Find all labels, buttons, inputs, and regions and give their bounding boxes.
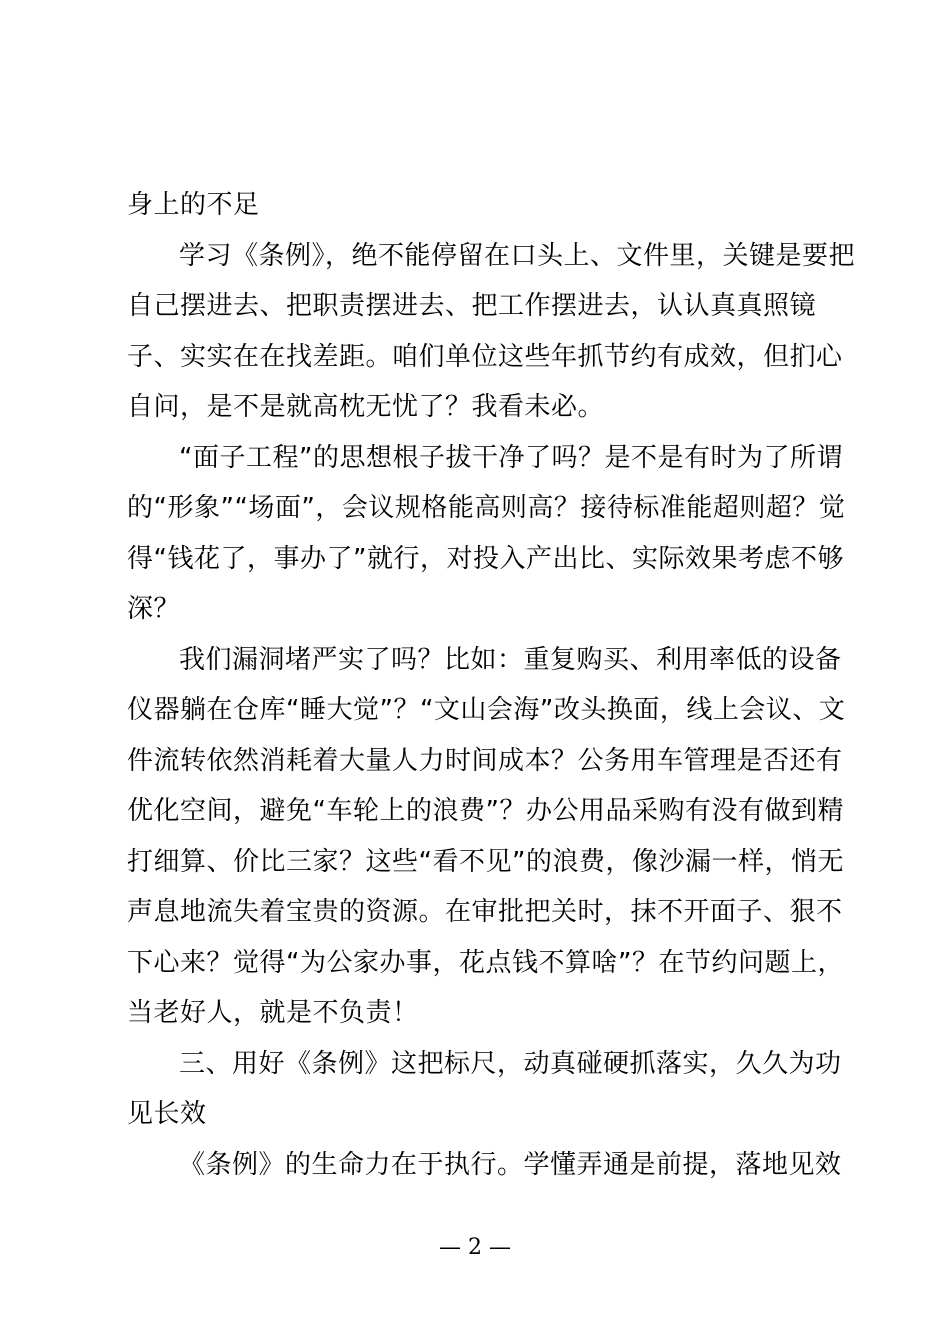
paragraph-continuation: 身上的不足 — [127, 190, 260, 220]
page-number: — 2 — — [439, 1235, 511, 1260]
section-heading-three: 三、用好《条例》这把标尺，动真碰硬抓落实，久久为功见长效 — [127, 1048, 842, 1129]
paragraph-execution: 《条例》的生命力在于执行。学懂弄通是前提，落地见效 — [179, 1149, 842, 1180]
paragraph-study-regulations: 学习《条例》，绝不能停留在口头上、文件里，关键是要把自己摆进去、把职责摆进去、把工作摆进去，认认真真照镜子、实实在在找差距。咱们单位这些年抓节约有成效，但扪心自问，是不是就高枕无忧了？我看未必。 — [127, 240, 856, 422]
paragraph-loopholes: 我们漏洞堵严实了吗？比如：重复购买、利用率低的设备仪器躺在仓库“睡大觉”？“文山会海”改头换面，线上会议、文件流转依然消耗着大量人力时间成本？公务用车管理是否还有优化空间，避免“车轮上的浪费”？办公用品采购有没有做到精打细算、价比三家？这些“看不见”的浪费，像沙漏一样，悄无声息地流失着宝贵的资源。在审批把关时，抹不开面子、狠不下心来？觉得“为公家办事，花点钱不算啥”？在节约问题上，当老好人，就是不负责！ — [127, 644, 846, 1028]
document-body — [127, 180, 867, 1190]
paragraph-face-projects: “面子工程”的思想根子拔干净了吗？是不是有时为了所谓的“形象”“场面”，会议规格能高则高？接待标准能超则超？觉得“钱花了，事办了”就行，对投入产出比、实际效果考虑不够深？ — [127, 442, 846, 624]
